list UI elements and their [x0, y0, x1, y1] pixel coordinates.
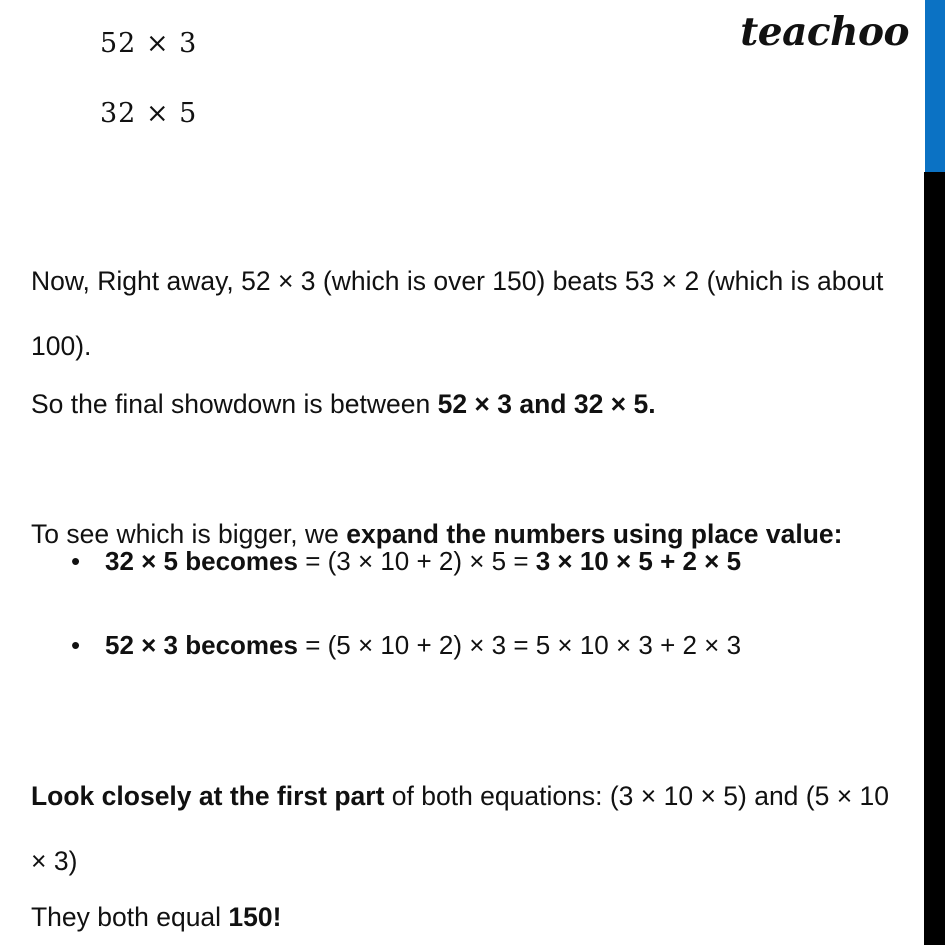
- look-rest-text: of both equations: (3 × 10 × 5) and (5 × 10 × 3): [31, 780, 890, 876]
- bullet-bold-tail: 3 × 10 × 5 + 2 × 5: [535, 546, 742, 576]
- look-bold-text: Look closely at the first part: [31, 780, 385, 811]
- list-item: [0, 540, 905, 624]
- paragraph-now-text: Now, Right away, 52 × 3 (which is over 150) beats 53 × 2 (which is about 100).: [31, 265, 884, 361]
- bullet-middle-expression: = (3 × 10 + 2) × 5 =: [297, 546, 536, 576]
- equal-lead-text: They both equal: [31, 901, 229, 932]
- expand-lead-text: To see which is bigger, we: [31, 518, 347, 549]
- teachoo-logo: teachoo: [740, 9, 909, 55]
- showdown-lead-text: So the final showdown is between: [31, 388, 438, 419]
- bullet-dot-icon: •: [71, 546, 81, 576]
- standalone-expression-2: 32 × 5: [100, 98, 198, 129]
- expand-bold-text: expand the numbers using place value:: [346, 518, 843, 549]
- paragraph-look-closely: [31, 764, 899, 894]
- bullet-bold-lead: 52 × 3 becomes: [105, 630, 298, 660]
- paragraph-final-showdown: [31, 372, 899, 437]
- black-accent-bar: [924, 172, 945, 945]
- bullet-middle-expression: = (5 × 10 + 2) × 3 =: [297, 630, 536, 660]
- place-value-bullet-list: [0, 540, 905, 708]
- blue-accent-bar: [925, 0, 945, 172]
- equal-bold-text: 150!: [228, 901, 282, 932]
- list-item: [0, 624, 905, 708]
- showdown-bold-text: 52 × 3 and 32 × 5.: [437, 388, 656, 419]
- bullet-tail-expression: 5 × 10 × 3 + 2 × 3: [535, 630, 742, 660]
- bullet-dot-icon: •: [71, 630, 81, 660]
- paragraph-now-right-away: [31, 249, 899, 379]
- paragraph-they-both-equal: [31, 885, 899, 945]
- standalone-expression-1: 52 × 3: [100, 28, 198, 59]
- bullet-bold-lead: 32 × 5 becomes: [105, 546, 298, 576]
